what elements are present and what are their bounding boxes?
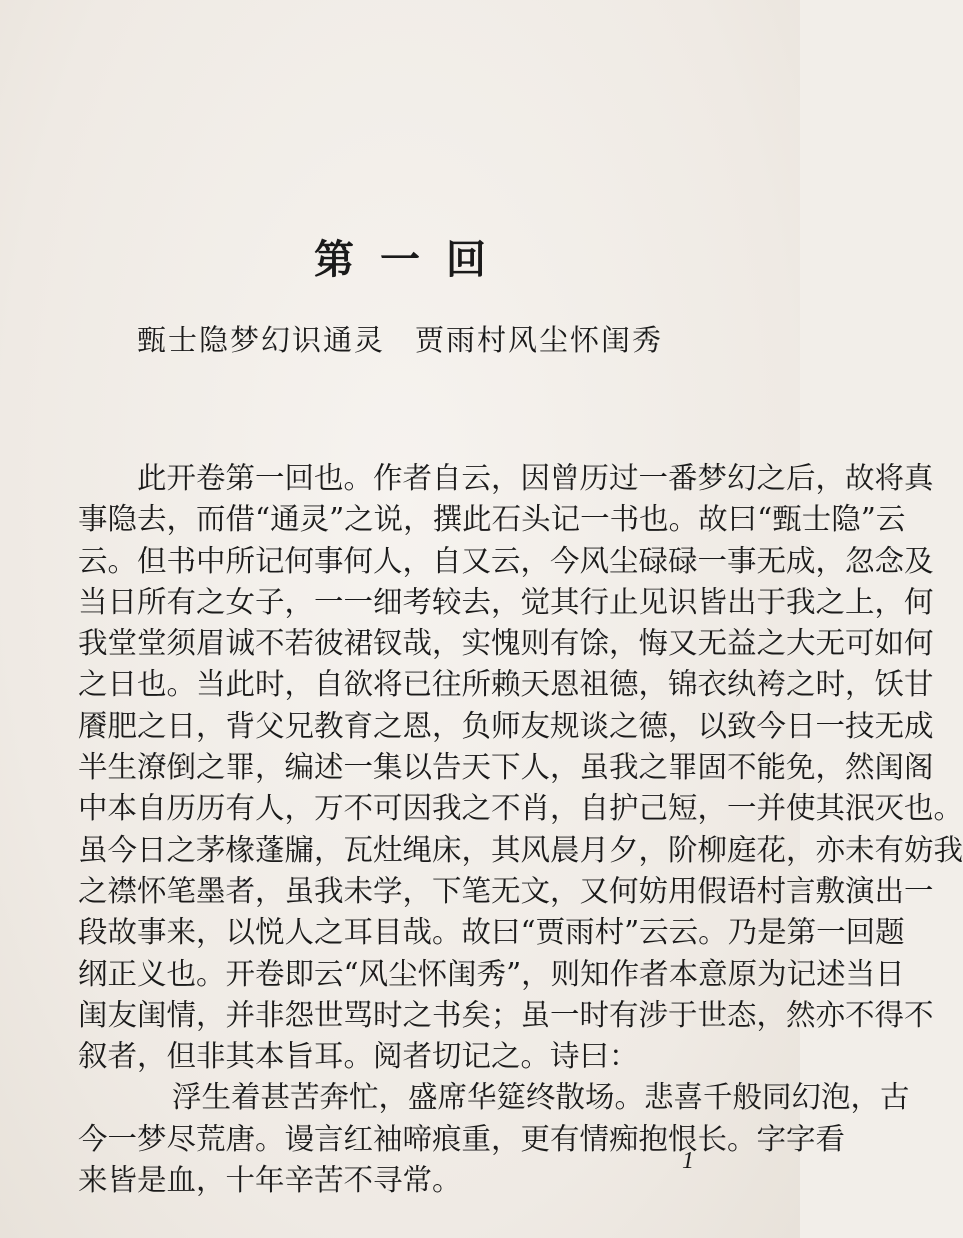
bleed-through-text (60, 90, 740, 136)
chapter-subtitle (0, 318, 800, 359)
text-line: 虽今日之茅椽蓬牖，瓦灶绳床，其风晨月夕，阶柳庭花，亦未有妨我 (78, 832, 963, 867)
text-line: 纲正义也。开卷即云“风尘怀闺秀”，则知作者本意原为记述当日 (78, 956, 905, 991)
page-number: 1 (682, 1148, 694, 1174)
text-line: 段故事来，以悦人之耳目哉。故曰“贾雨村”云云。乃是第一回题 (78, 915, 905, 950)
text-line: 我堂堂须眉诚不若彼裙钗哉，实愧则有馀，悔又无益之大无可如何 (78, 626, 934, 661)
text-line: 中本自历历有人，万不可因我之不肖，自护己短，一并使其泯灭也。 (78, 791, 963, 826)
text-line: 云。但书中所记何事何人，自又云，今风尘碌碌一事无成，忽念及 (78, 543, 934, 578)
poem (78, 1077, 910, 1201)
text-line: 之日也。当此时，自欲将已往所赖天恩祖德，锦衣纨袴之时，饫甘 (78, 667, 934, 702)
text-line: 餍肥之日，背父兄教育之恩，负师友规谈之德，以致今日一技无成 (78, 708, 934, 743)
poem-line: 来皆是血，十年辛苦不寻常。 (78, 1163, 462, 1198)
text-line: 闺友闺情，并非怨世骂时之书矣；虽一时有涉于世态，然亦不得不 (78, 997, 934, 1032)
text-line: 此开卷第一回也。作者自云，因曾历过一番梦幻之后，故将真 (137, 461, 934, 495)
text-line: 事隐去，而借“通灵”之说，撰此石头记一书也。故曰“甄士隐”云 (78, 502, 906, 537)
poem-line: 今一梦尽荒唐。谩言红袖啼痕重，更有情痴抱恨长。字字看 (78, 1121, 846, 1156)
chapter-title: 第一回 (314, 236, 512, 283)
text-line: 当日所有之女子，一一细考较去，觉其行止见识皆出于我之上，何 (78, 584, 934, 619)
text-line: 半生潦倒之罪，编述一集以告天下人，虽我之罪固不能免，然闺阁 (78, 750, 934, 785)
text-line: 叙者，但非其本旨耳。阅者切记之。诗曰： (78, 1039, 639, 1074)
preface-paragraph (78, 458, 963, 1077)
poem-line: 浮生着甚苦奔忙，盛席华筵终散场。悲喜千般同幻泡，古 (172, 1080, 910, 1115)
subtitle-right: 贾雨村风尘怀闺秀 (415, 323, 664, 357)
body-text (78, 458, 963, 1201)
subtitle-left: 甄士隐梦幻识通灵 (136, 323, 385, 357)
text-line: 之襟怀笔墨者，虽我未学，下笔无文，又何妨用假语村言敷演出一 (78, 873, 934, 908)
